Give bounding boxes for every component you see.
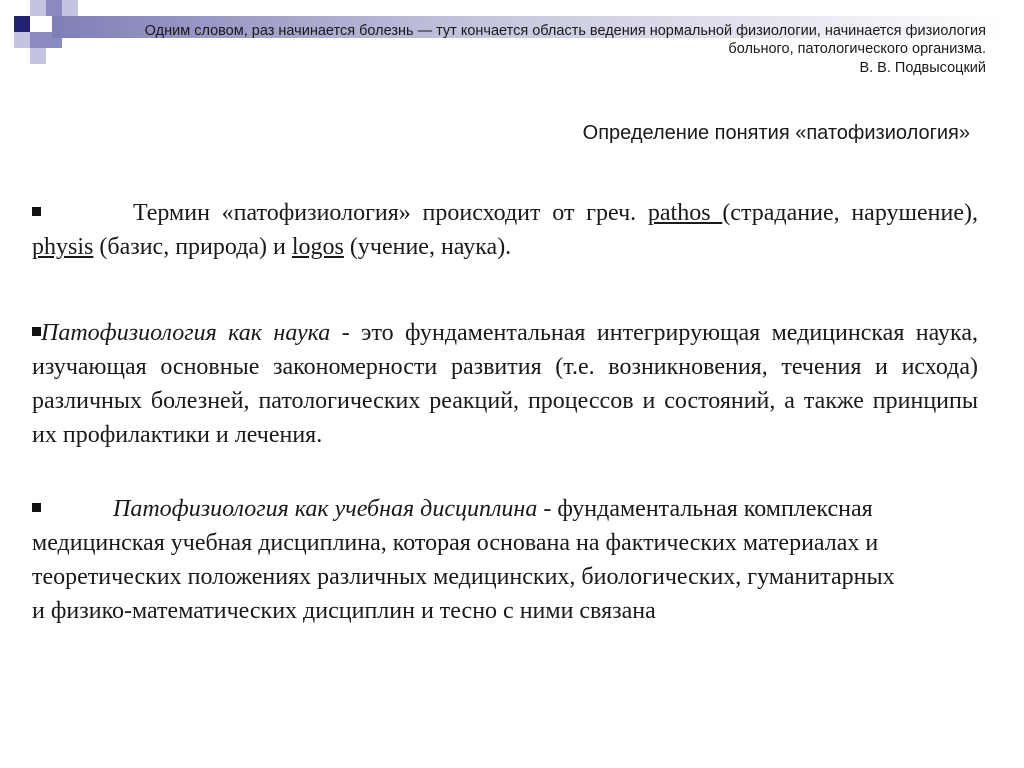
decor-square [62,0,78,16]
decor-square [30,48,46,64]
text: Термин «патофизиология» происходит от греч. [133,200,648,226]
epigraph [56,22,986,77]
text: (учение, наука). [343,234,512,260]
decor-square [46,0,62,16]
epigraph-author: В. В. Подвысоцкий [859,60,986,76]
decor-square [14,16,30,32]
text: - это фундаментальная интегрирующая медицинская наука, изучающая основные закономерности развития (т.е. возникновения, течения и исхода) различных болезней, патологических реакций, процессов и состояний, а также принципы их профилактики и лечения. [32,320,978,448]
bullet-icon [32,327,41,336]
epigraph-line-2: больного, патологического организма. [728,41,986,57]
paragraph-term-origin [32,196,978,264]
decor-square [14,32,30,48]
paragraph-discipline-definition [32,492,912,628]
epigraph-line-1: Одним словом, раз начинается болезнь — тут кончается область ведения нормальной физиологии, начинается физиология [144,23,986,39]
text: - фундаментальная комплексная медицинская учебная дисциплина, которая основана на фактических материалах и теоретических положениях различных медицинских, биологических, гуманитарных и физико-математических дисциплин и тесно с ними связана [32,496,895,624]
decor-square [30,0,46,16]
term-logos: logos [291,234,344,260]
bullet-icon [32,207,41,216]
bullet-icon [32,503,41,512]
slide-title: Определение понятия «патофизиология» [582,122,970,144]
text: (страдание, нарушение), [722,200,978,226]
text: (базис, природа) и [93,234,292,260]
paragraph-science-definition [32,316,978,452]
italic-term: Патофизиология как учебная дисциплина [113,496,538,522]
term-physis: physis [32,234,94,260]
decor-square [30,32,46,48]
term-pathos: pathos [647,200,723,226]
italic-term: Патофизиология как наука [41,320,331,346]
